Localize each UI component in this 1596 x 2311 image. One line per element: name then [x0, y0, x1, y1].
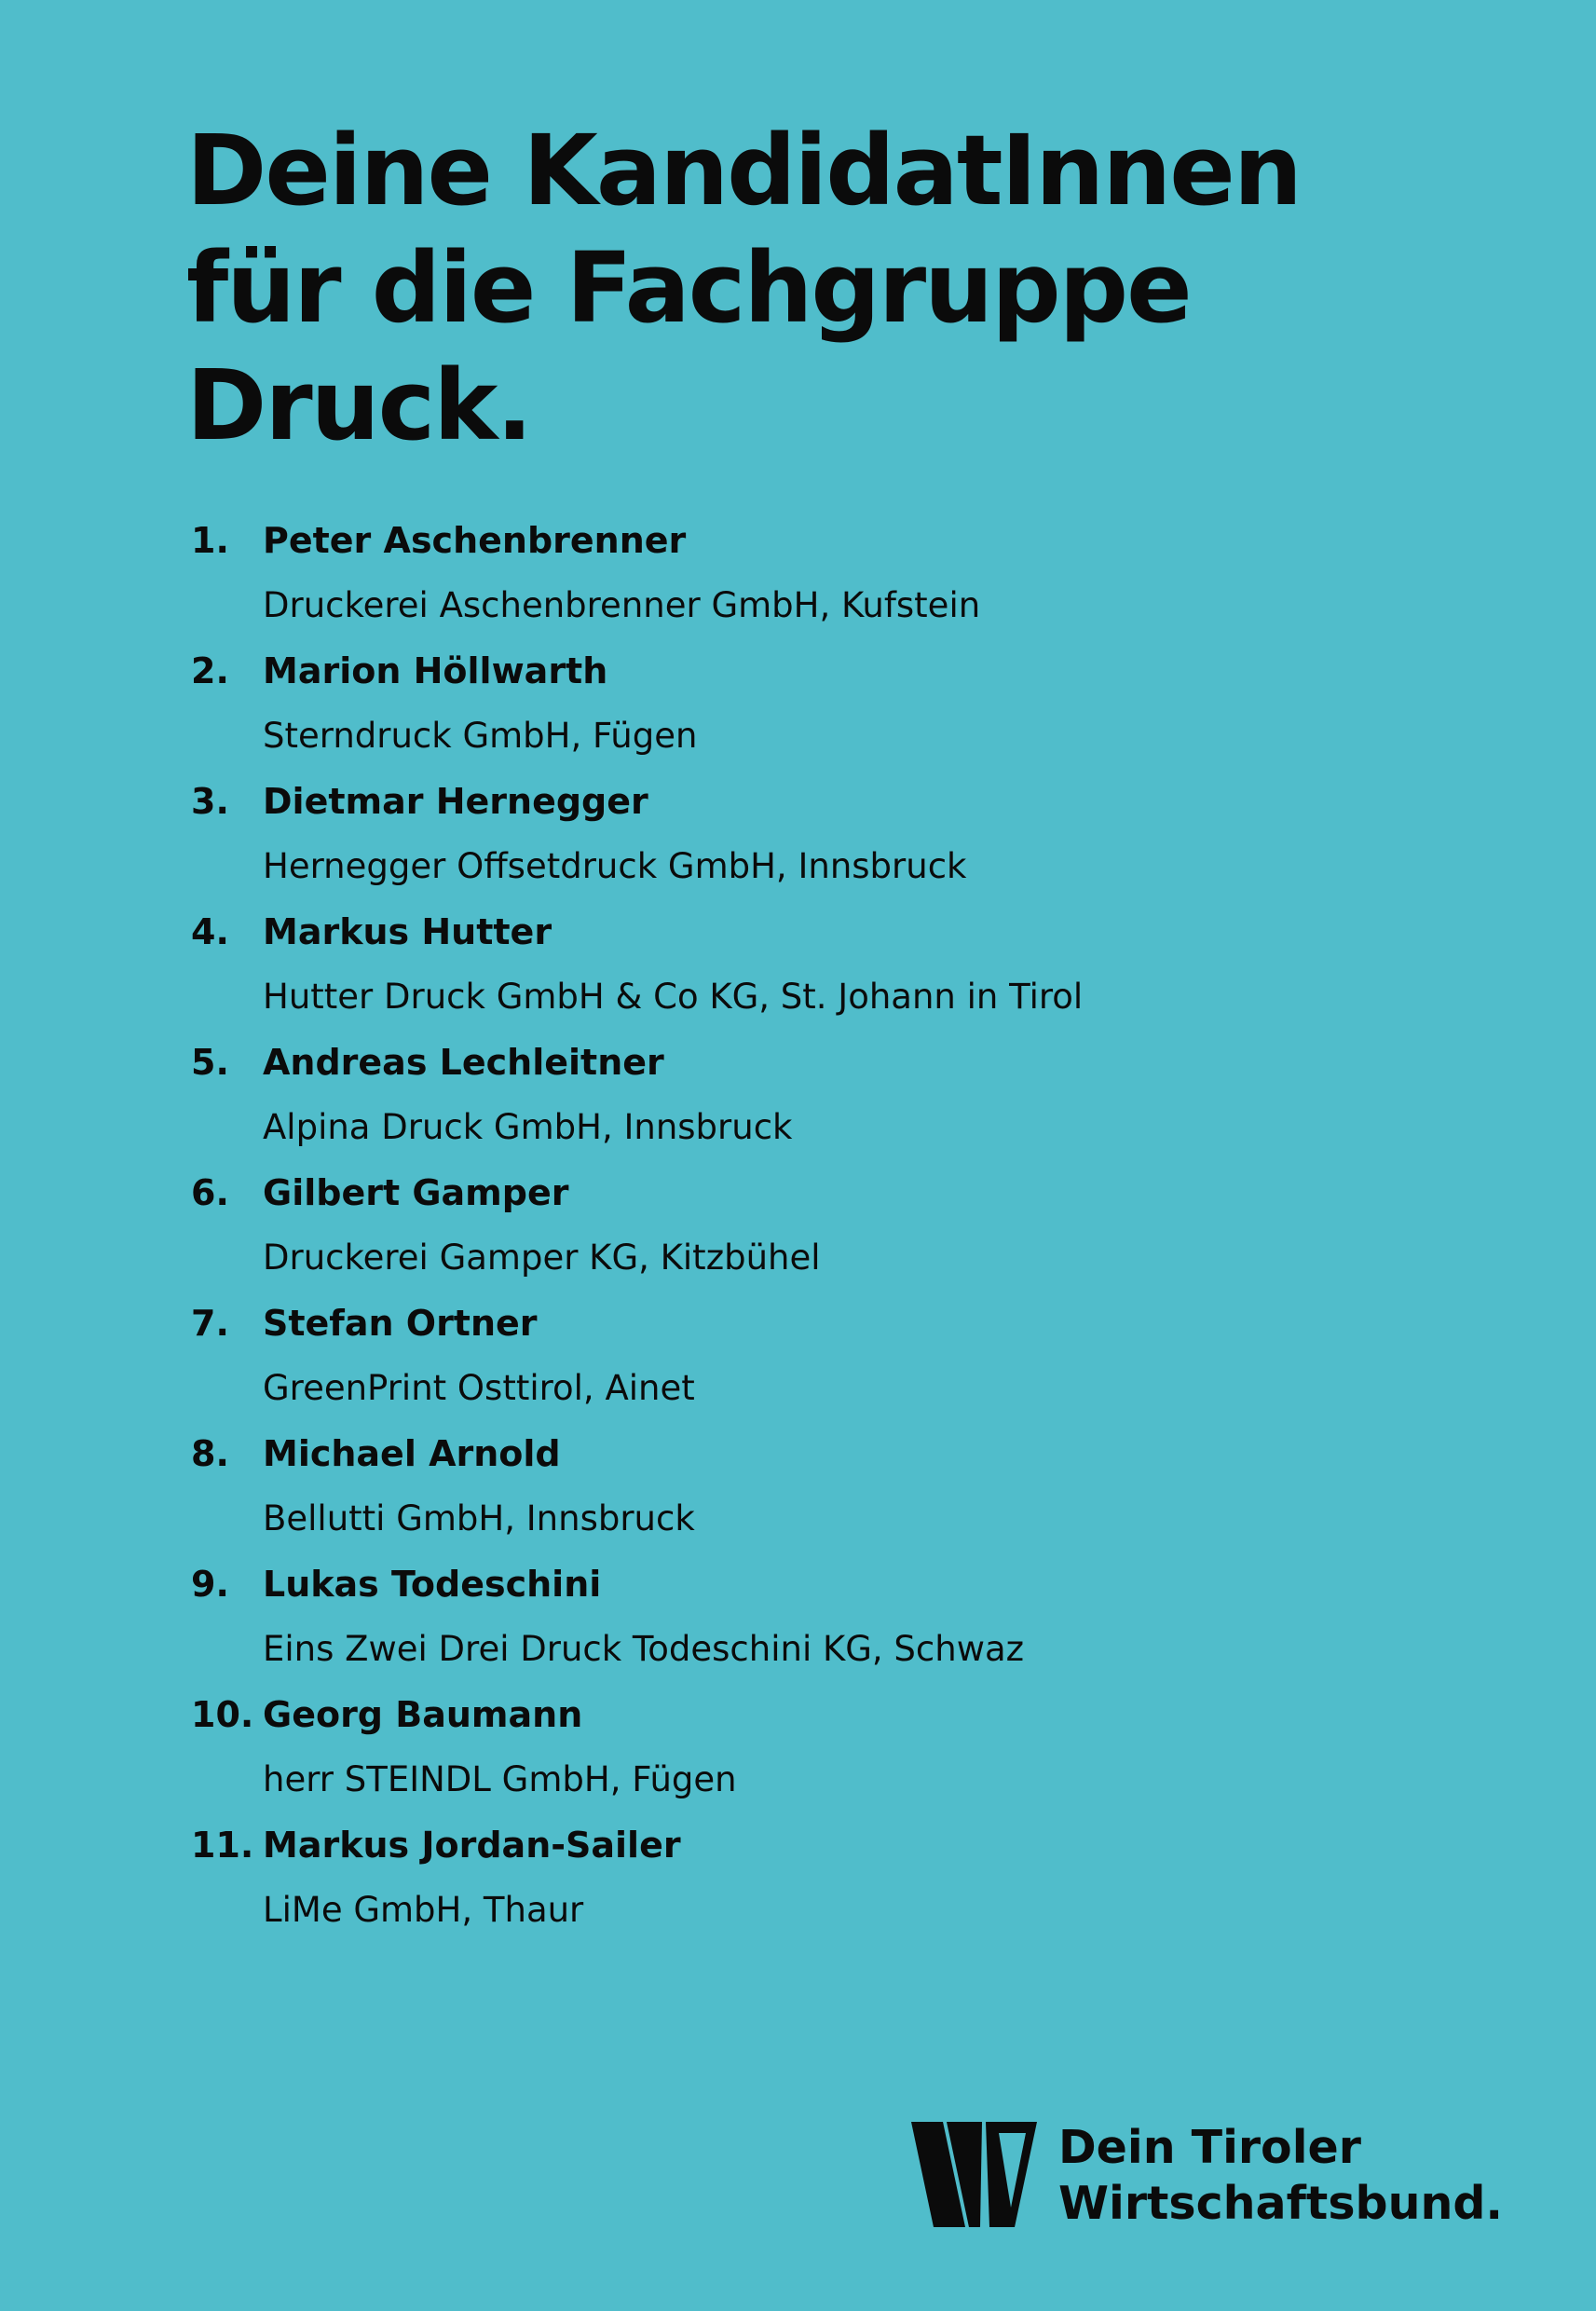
page-title-line-1: Deine KandidatInnen [186, 114, 1301, 227]
candidate-name: Stefan Ortner [263, 1303, 538, 1344]
brand-footer [911, 2120, 1507, 2232]
candidate-list [191, 511, 1402, 1946]
candidate-name: Dietmar Hernegger [263, 781, 648, 822]
candidate-number: 11. [191, 1825, 254, 1866]
list-item [191, 641, 1402, 772]
candidate-number: 9. [191, 1564, 229, 1605]
candidate-company: GreenPrint Osttirol, Ainet [263, 1368, 695, 1408]
list-item [191, 1293, 1402, 1424]
candidate-number: 10. [191, 1694, 254, 1735]
list-item [191, 1032, 1402, 1163]
candidate-number: 2. [191, 650, 229, 691]
candidate-number: 6. [191, 1172, 229, 1213]
candidate-number: 8. [191, 1433, 229, 1474]
candidate-company: Druckerei Gamper KG, Kitzbühel [263, 1238, 821, 1278]
candidate-company: Druckerei Aschenbrenner GmbH, Kufstein [263, 585, 981, 625]
candidate-company: Hernegger Offsetdruck GmbH, Innsbruck [263, 846, 967, 886]
candidate-number: 7. [191, 1303, 229, 1344]
candidate-number: 3. [191, 781, 229, 822]
candidate-name: Andreas Lechleitner [263, 1042, 664, 1083]
wirtschaftsbund-w-logo-icon [911, 2122, 1037, 2227]
candidate-company: Eins Zwei Drei Druck Todeschini KG, Schwaz [263, 1629, 1025, 1669]
candidate-number: 4. [191, 911, 229, 952]
candidate-company: Hutter Druck GmbH & Co KG, St. Johann in Tirol [263, 977, 1084, 1017]
list-item [191, 772, 1402, 902]
list-item [191, 511, 1402, 641]
candidate-company: Bellutti GmbH, Innsbruck [263, 1498, 695, 1538]
list-item [191, 1163, 1402, 1293]
candidate-company: herr STEINDL GmbH, Fügen [263, 1759, 737, 1799]
candidate-name: Markus Jordan-Sailer [263, 1825, 681, 1866]
candidate-name: Marion Höllwarth [263, 650, 608, 691]
candidate-name: Peter Aschenbrenner [263, 520, 687, 561]
list-item [191, 1554, 1402, 1685]
candidate-name: Georg Baumann [263, 1694, 583, 1735]
candidate-number: 1. [191, 520, 229, 561]
candidate-number: 5. [191, 1042, 229, 1083]
list-item [191, 1424, 1402, 1554]
brand-name-line-1: Dein Tiroler [1058, 2121, 1361, 2174]
page-title-line-2: für die Fachgruppe [186, 231, 1191, 345]
candidate-company: Sterndruck GmbH, Fügen [263, 716, 698, 756]
brand-name [1058, 2120, 1503, 2232]
list-item [191, 1815, 1402, 1946]
candidate-name: Gilbert Gamper [263, 1172, 569, 1213]
candidate-name: Michael Arnold [263, 1433, 561, 1474]
candidate-company: LiMe GmbH, Thaur [263, 1890, 584, 1930]
page-title [186, 112, 1398, 464]
page-title-line-3: Druck. [186, 349, 531, 462]
list-item [191, 902, 1402, 1032]
candidate-company: Alpina Druck GmbH, Innsbruck [263, 1107, 793, 1147]
candidate-name: Lukas Todeschini [263, 1564, 602, 1605]
list-item [191, 1685, 1402, 1815]
candidate-name: Markus Hutter [263, 911, 552, 952]
brand-name-line-2: Wirtschaftsbund. [1058, 2177, 1504, 2230]
